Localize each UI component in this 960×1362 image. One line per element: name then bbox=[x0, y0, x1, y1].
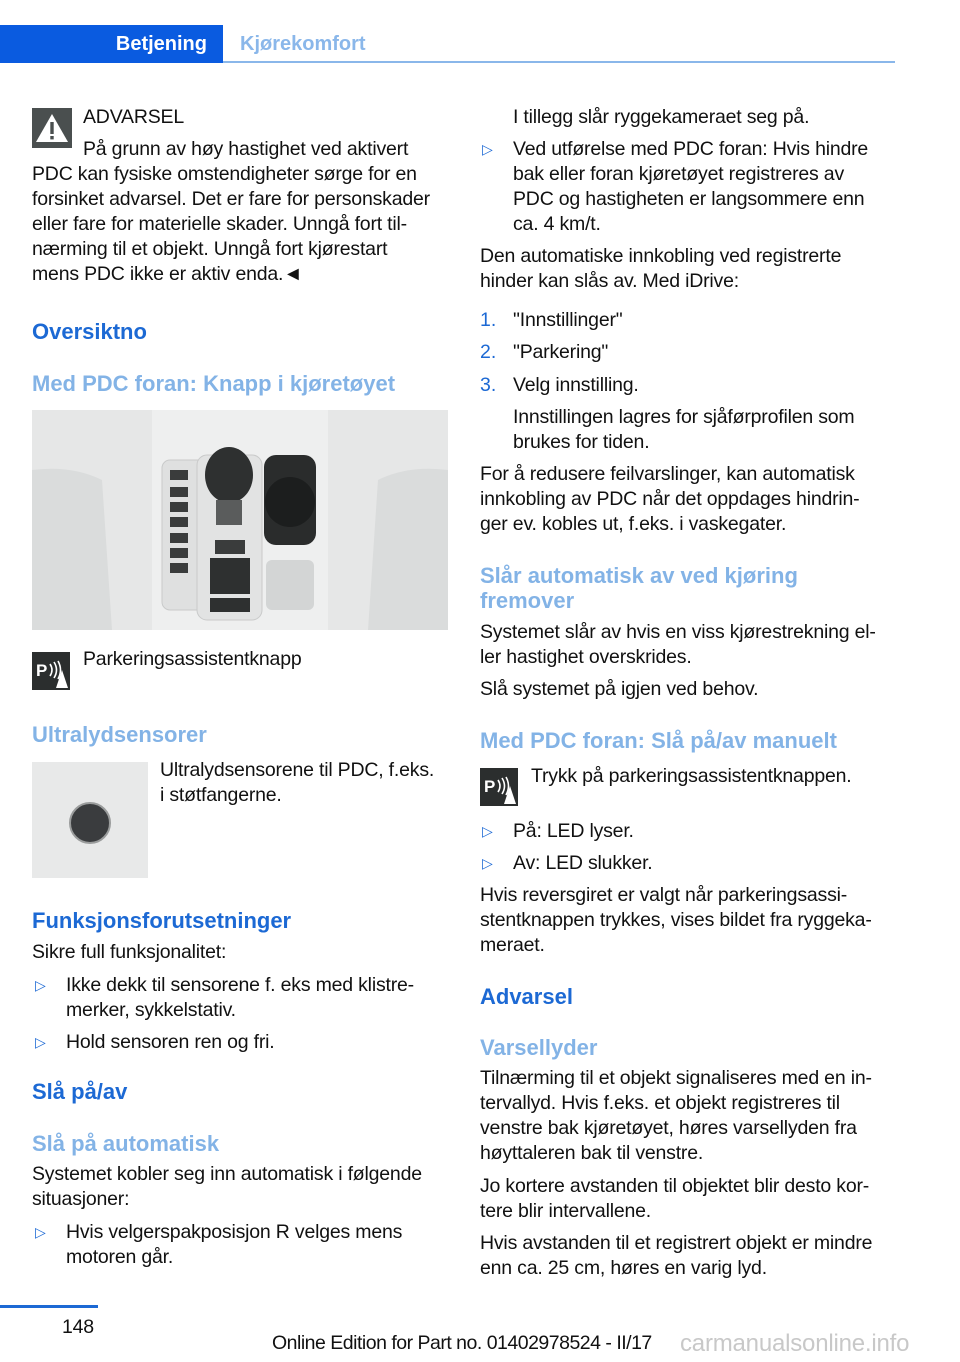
ultrasonic-sensor-image bbox=[32, 762, 148, 878]
tab-betjening[interactable]: Betjening bbox=[0, 25, 223, 63]
paragraph: For å redusere feilvarslinger, kan automatisk innkobling av PDC når det oppdages hindrin- ger ev. kobles ut, f.eks. i vaskegater. bbox=[480, 463, 860, 535]
auto-bullet: Hvis velgerspakposisjon R velges mens motoren går. bbox=[66, 1221, 403, 1268]
warning-icon bbox=[32, 108, 72, 148]
heading-oversikt: Oversiktno bbox=[32, 319, 147, 344]
bullet-icon: ▷ bbox=[482, 141, 493, 157]
paragraph: Hvis reversgiret er valgt når parkeringsassi- stentknappen trykkes, vises bildet fra ryggeka- meraet. bbox=[480, 884, 872, 956]
paragraph: Den automatiske innkobling ved registrerte hinder kan slås av. Med iDrive: bbox=[480, 245, 842, 292]
step-note: Innstillingen lagres for sjåførprofilen som brukes for tiden. bbox=[513, 406, 855, 453]
heading-manuelt: Med PDC foran: Slå på/av manuelt bbox=[480, 728, 837, 753]
heading-slaar-av: Slår automatisk av ved kjøring fremover bbox=[480, 563, 798, 613]
bullet-icon: ▷ bbox=[482, 823, 493, 839]
center-console-image bbox=[32, 410, 448, 630]
heading-advarsel: Advarsel bbox=[480, 984, 573, 1009]
heading-knapp: Med PDC foran: Knapp i kjøretøyet bbox=[32, 371, 396, 396]
bullet-icon: ▷ bbox=[35, 1034, 46, 1050]
svg-text:P: P bbox=[484, 777, 496, 796]
heading-funksjon: Funksjonsforutsetninger bbox=[32, 908, 292, 933]
bullet-icon: ▷ bbox=[35, 1224, 46, 1240]
press-button-text: Trykk på parkeringsassistentknappen. bbox=[531, 765, 852, 787]
bullet-icon: ▷ bbox=[482, 855, 493, 871]
led-on-text: På: LED lyser. bbox=[513, 820, 634, 842]
edition-text: Online Edition for Part no. 01402978524 - II/17 bbox=[272, 1332, 652, 1354]
watermark: carmanualsonline.info bbox=[680, 1330, 910, 1357]
paragraph: Tilnærming til et objekt signaliseres med en in- tervallyd. Hvis f.eks. et objekt registreres til venstre bak kjøretøyet, høres varsellyden fra høyttaleren bak til venstre. bbox=[480, 1067, 872, 1164]
tab-kjorekomfort[interactable]: Kjørekomfort bbox=[240, 33, 366, 55]
auto-text: Systemet kobler seg inn automatisk i følgende situasjoner: bbox=[32, 1163, 422, 1210]
step-text: "Parkering" bbox=[513, 341, 609, 363]
step-text: "Innstillinger" bbox=[513, 309, 623, 331]
led-off-text: Av: LED slukker. bbox=[513, 852, 653, 874]
warning-text: PDC kan fysiske omstendigheter sørge for en forsinket advarsel. Det er fare for personskader eller fare for materielle skader. Unngå fort til- nærming til et objekt. Unngå fort kjørestart mens PDC ikke er aktiv enda.◄ bbox=[32, 163, 430, 285]
warning-title: ADVARSEL bbox=[83, 106, 184, 128]
ultrasonic-text: Ultralydsensorene til PDC, f.eks. i støtfangerne. bbox=[160, 759, 435, 806]
parking-button-label: Parkeringsassistentknapp bbox=[83, 648, 302, 670]
paragraph: Systemet slår av hvis en viss kjørestrekning el- ler hastighet overskrides. bbox=[480, 621, 876, 668]
heading-varsellyder: Varsellyder bbox=[480, 1035, 598, 1060]
svg-text:P: P bbox=[36, 661, 48, 680]
page-number: 148 bbox=[62, 1316, 94, 1338]
footer-rule bbox=[0, 1305, 98, 1308]
funksjon-bullet: Ikke dekk til sensorene f. eks med klistre- merker, sykkelstativ. bbox=[66, 974, 414, 1021]
chapter-tabs bbox=[0, 25, 895, 63]
parking-assistant-button-icon bbox=[480, 768, 518, 806]
warning-text-line1: På grunn av høy hastighet ved aktivert bbox=[83, 138, 409, 160]
step-number: 2. bbox=[480, 341, 497, 363]
step-text: Velg innstilling. bbox=[513, 374, 639, 396]
funksjon-intro: Sikre full funksjonalitet: bbox=[32, 941, 227, 963]
funksjon-bullet: Hold sensoren ren og fri. bbox=[66, 1031, 275, 1053]
heading-slaa-paa-av: Slå på/av bbox=[32, 1079, 128, 1104]
heading-ultralyd: Ultralydsensorer bbox=[32, 722, 207, 747]
bullet-icon: ▷ bbox=[35, 977, 46, 993]
step-number: 3. bbox=[480, 374, 497, 396]
continued-text: I tillegg slår ryggekameraet seg på. bbox=[513, 106, 810, 128]
paragraph: Jo kortere avstanden til objektet blir desto kor- tere blir intervallene. bbox=[480, 1175, 870, 1222]
parking-assistant-button-icon bbox=[32, 652, 70, 690]
step-number: 1. bbox=[480, 309, 497, 331]
pdc-front-bullet: Ved utførelse med PDC foran: Hvis hindre bak eller foran kjøretøyet registreres av PDC og hastigheten er langsommere enn ca. 4 km/t. bbox=[513, 138, 869, 235]
paragraph: Slå systemet på igjen ved behov. bbox=[480, 678, 759, 700]
heading-slaa-paa-auto: Slå på automatisk bbox=[32, 1131, 220, 1156]
paragraph: Hvis avstanden til et registrert objekt er mindre enn ca. 25 cm, høres en varig lyd. bbox=[480, 1232, 873, 1279]
